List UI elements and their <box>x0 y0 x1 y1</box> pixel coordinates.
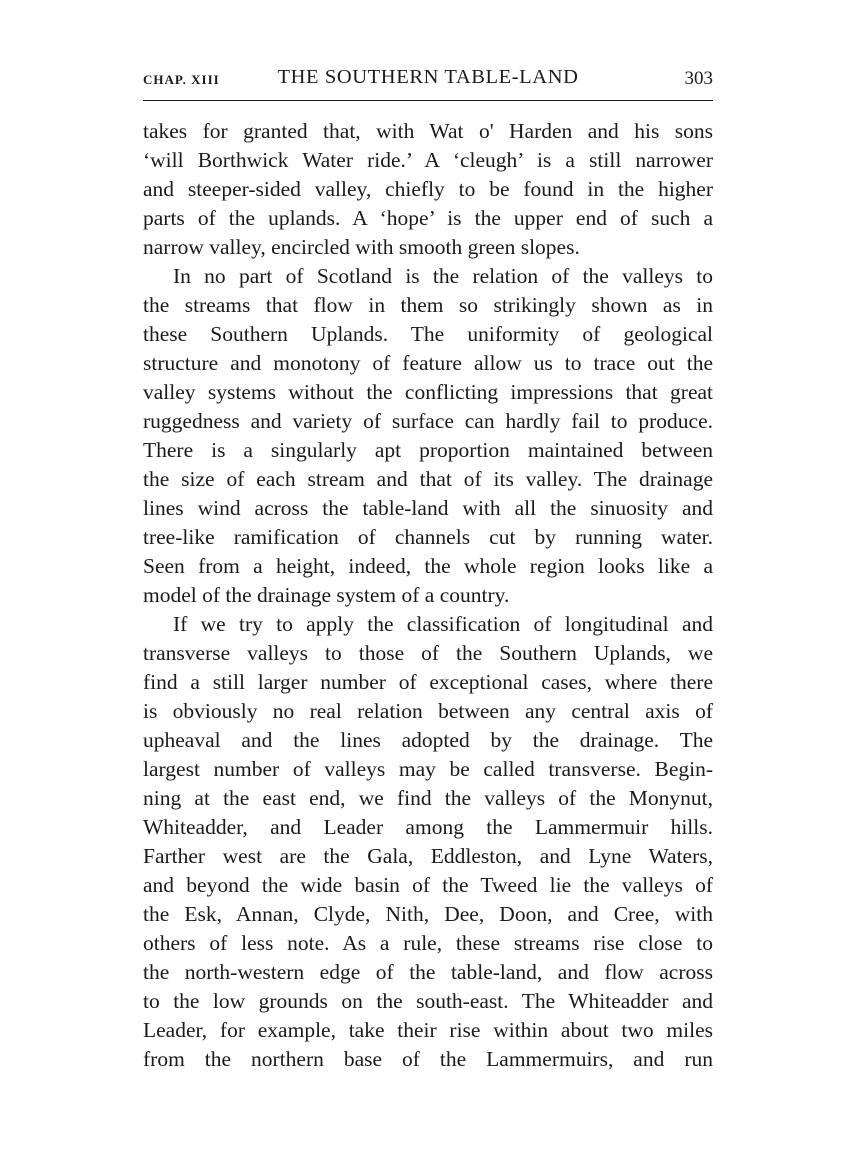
chapter-label: CHAP. XIII <box>143 72 220 87</box>
running-head <box>143 64 713 94</box>
header-rule <box>143 100 713 101</box>
text-line: to the low grounds on the south-east. The Whiteadder and <box>143 989 713 1013</box>
text-line: and beyond the wide basin of the Tweed lie the valleys of <box>143 873 713 897</box>
page-title: THE SOUTHERN TABLE-LAND <box>277 66 579 88</box>
text-line: lines wind across the table-land with all the sinuosity and <box>143 496 713 520</box>
text-line: structure and monotony of feature allow us to trace out the <box>143 351 713 375</box>
text-line: from the northern base of the Lammermuirs, and run <box>143 1047 713 1071</box>
text-line: narrow valley, encircled with smooth green slopes. <box>143 235 580 259</box>
text-line: tree-like ramification of channels cut by running water. <box>143 525 713 549</box>
page-number: 303 <box>684 68 713 89</box>
text-line: takes for granted that, with Wat o' Harden and his sons <box>143 119 713 143</box>
text-line: Leader, for example, take their rise within about two miles <box>143 1018 713 1042</box>
text-line: these Southern Uplands. The uniformity of geological <box>143 322 713 346</box>
text-line: There is a singularly apt proportion maintained between <box>143 438 713 462</box>
text-line: the north-western edge of the table-land, and flow across <box>143 960 713 984</box>
body-text <box>143 117 713 1074</box>
text-line: transverse valleys to those of the Southern Uplands, we <box>143 641 713 665</box>
text-line: ning at the east end, we find the valleys of the Monynut, <box>143 786 713 810</box>
text-line: and steeper-sided valley, chiefly to be found in the higher <box>143 177 713 201</box>
text-line: ‘will Borthwick Water ride.’ A ‘cleugh’ is a still narrower <box>143 148 713 172</box>
text-line: the size of each stream and that of its valley. The drainage <box>143 467 713 491</box>
text-line: others of less note. As a rule, these streams rise close to <box>143 931 713 955</box>
text-line: If we try to apply the classification of longitudinal and <box>173 612 713 636</box>
text-line: the Esk, Annan, Clyde, Nith, Dee, Doon, and Cree, with <box>143 902 713 926</box>
text-line: parts of the uplands. A ‘hope’ is the upper end of such a <box>143 206 713 230</box>
text-line: is obviously no real relation between any central axis of <box>143 699 713 723</box>
text-line: Seen from a height, indeed, the whole region looks like a <box>143 554 713 578</box>
text-line: model of the drainage system of a country. <box>143 583 510 607</box>
text-line: ruggedness and variety of surface can hardly fail to produce. <box>143 409 713 433</box>
text-line: Whiteadder, and Leader among the Lammermuir hills. <box>143 815 713 839</box>
text-line: valley systems without the conflicting impressions that great <box>143 380 713 404</box>
text-line: largest number of valleys may be called transverse. Begin- <box>143 757 713 781</box>
text-line: upheaval and the lines adopted by the drainage. The <box>143 728 713 752</box>
text-line: Farther west are the Gala, Eddleston, and Lyne Waters, <box>143 844 713 868</box>
text-line: find a still larger number of exceptional cases, where there <box>143 670 713 694</box>
text-line: the streams that flow in them so strikingly shown as in <box>143 293 713 317</box>
text-line: In no part of Scotland is the relation of the valleys to <box>173 264 713 288</box>
